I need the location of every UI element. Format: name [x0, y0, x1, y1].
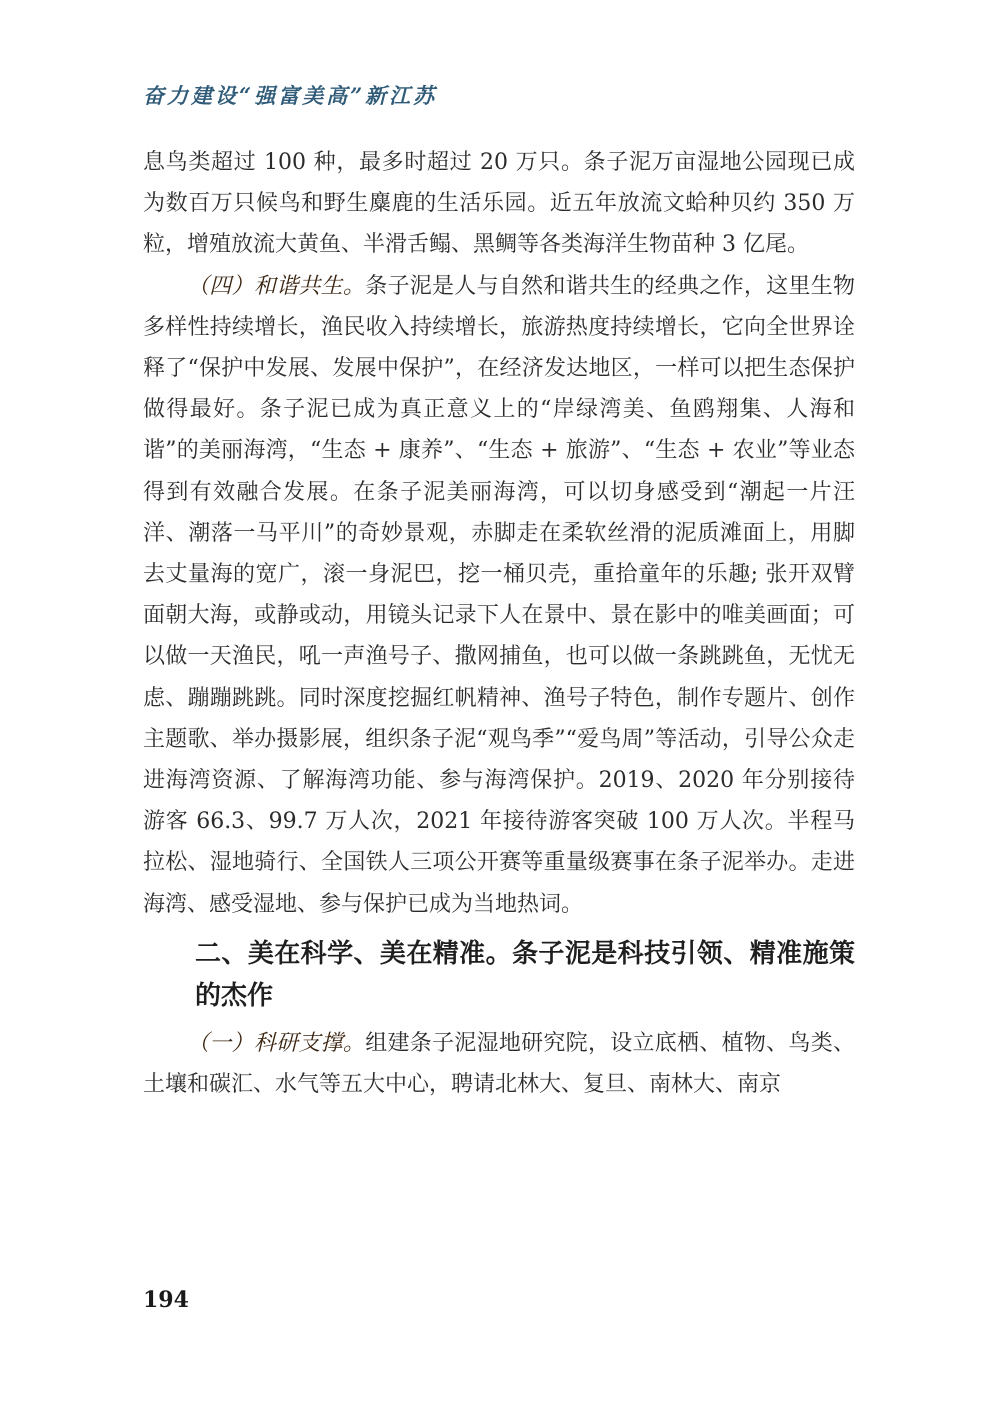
running-header: 奋力建设“强富美高”新江苏: [143, 83, 438, 108]
page-number: 194: [143, 1287, 189, 1313]
paragraph-harmony: [143, 266, 855, 925]
paragraph-text: 条子泥是人与自然和谐共生的经典之作，这里生物多样性持续增长，渔民收入持续增长，旅游热度持续增长，它向全世界诠释了“保护中发展、发展中保护”，在经济发达地区，一样可以把生态保护做得最好。条子泥已成为真正意义上的“岸绿湾美、鱼鸥翔集、人海和谐”的美丽海湾，“生态 + 康养”、“生态 + 旅游”、“生态 + 农业”等业态得到有效融合发展。在条子泥美丽海湾，可以切身感受到“潮起一片汪洋、潮落一马平川”的奇妙景观，赤脚走在柔软丝滑的泥质滩面上，用脚去丈量海的宽广，滚一身泥巴，挖一桶贝壳，重拾童年的乐趣; 张开双臂面朝大海，或静或动，用镜头记录下人在景中、景在影中的唯美画面；可以做一天渔民，吼一声渔号子、撒网捕鱼，也可以做一条跳跳鱼，无忧无虑、蹦蹦跳跳。同时深度挖掘红帆精神、渔号子特色，制作专题片、创作主题歌、举办摄影展，组织条子泥“观鸟季”“爱鸟周”等活动，引导公众走进海湾资源、了解海湾功能、参与海湾保护。2019、2020 年分别接待游客 66.3、99.7 万人次，2021 年接待游客突破 100 万人次。半程马拉松、湿地骑行、全国铁人三项公开赛等重量级赛事在条子泥举办。走进海湾、感受湿地、参与保护已成为当地热词。: [143, 273, 855, 917]
paragraph-research: [143, 1023, 855, 1105]
paragraph-continuation: 息鸟类超过 100 种，最多时超过 20 万只。条子泥万亩湿地公园现已成为数百万只候鸟和野生麋鹿的生活乐园。近五年放流文蛤种贝约 350 万粒，增殖放流大黄鱼、半滑舌鳎、黑鲷等各类海洋生物苗种 3 亿尾。: [143, 150, 855, 258]
paragraph-lead: （一）科研支撑。: [187, 1030, 366, 1056]
section-heading: 二、美在科学、美在精准。条子泥是科技引领、精准施策的杰作: [195, 938, 855, 1011]
page-body: [143, 142, 855, 1105]
paragraph-text: 组建条子泥湿地研究院，设立底栖、植物、鸟类、土壤和碳汇、水气等五大中心，聘请北林大、复旦、南林大、南京: [143, 1030, 855, 1098]
paragraph-lead: （四）和谐共生。: [187, 273, 366, 299]
